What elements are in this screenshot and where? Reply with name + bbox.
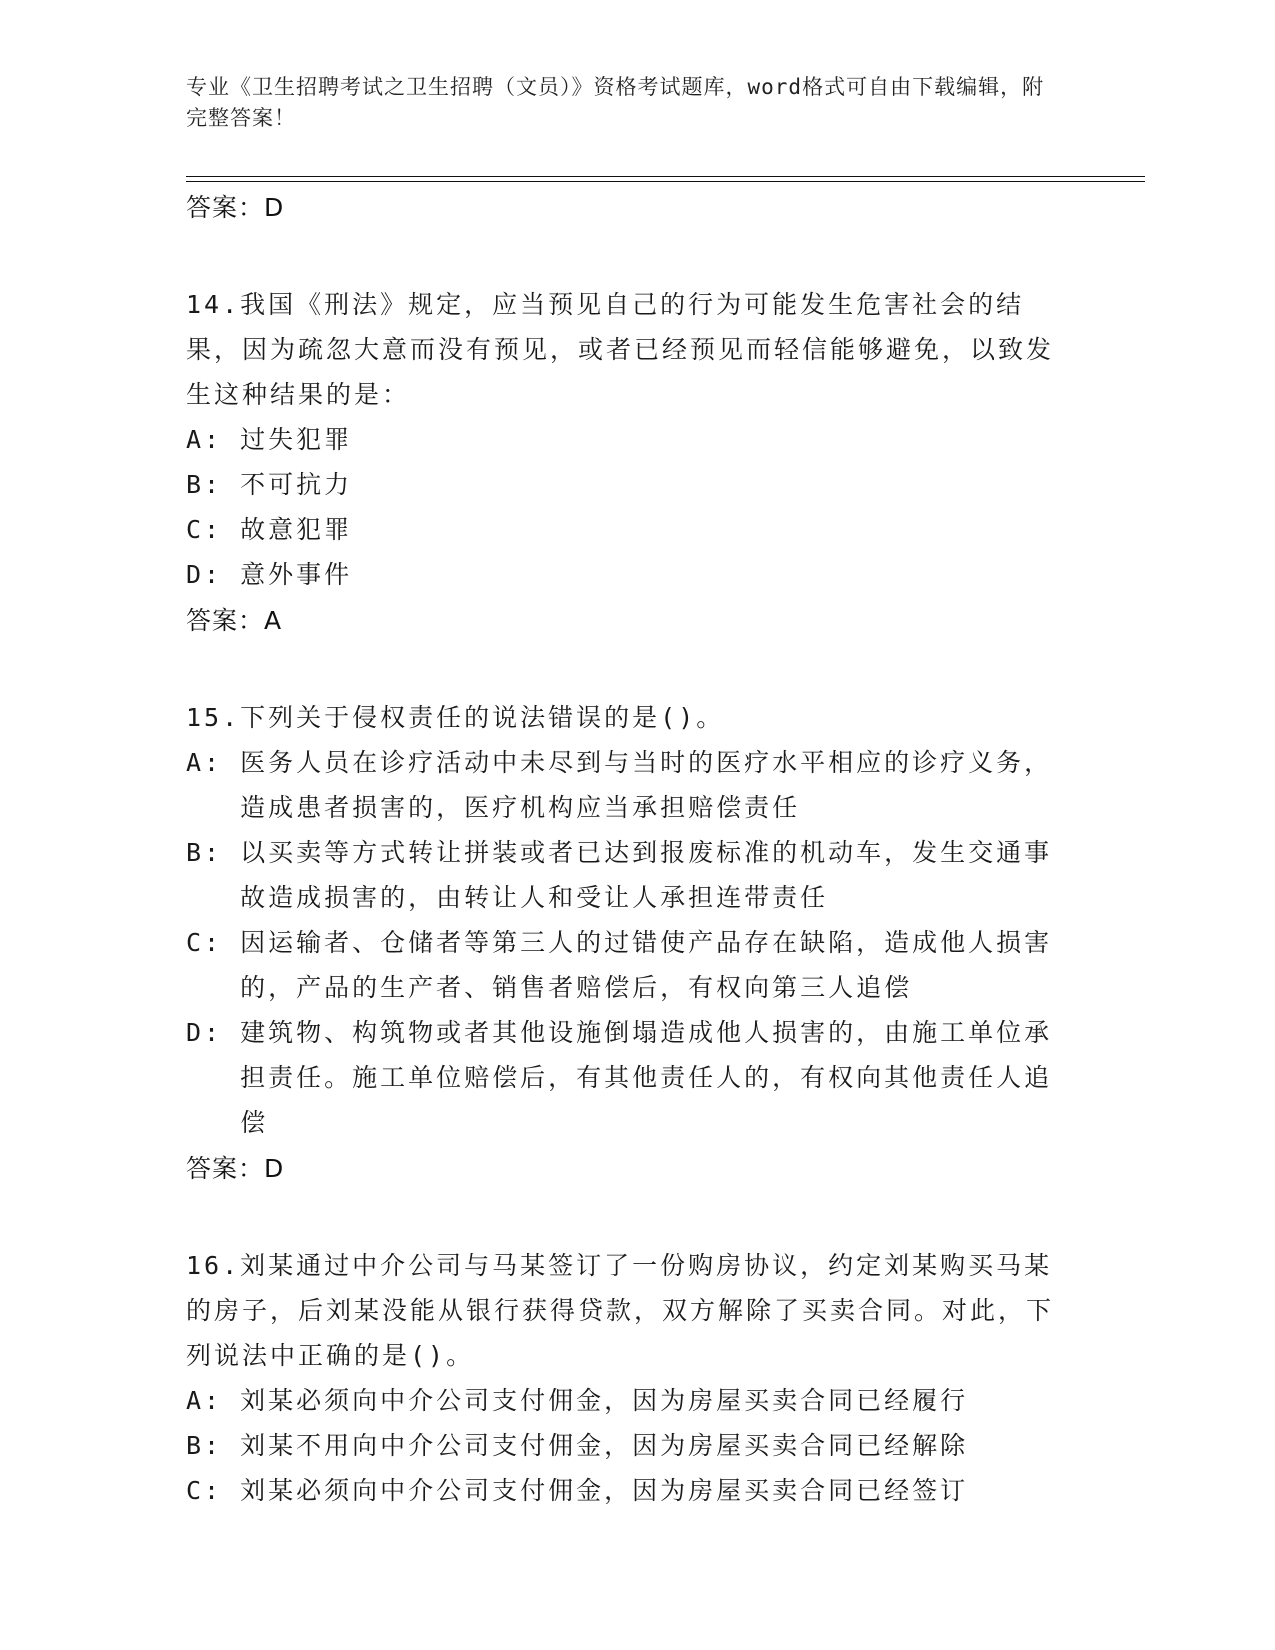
option-text: 建筑物、构筑物或者其他设施倒塌造成他人损害的，由施工单位承担责任。施工单位赔偿后，有其他责任人的，有权向其他责任人追偿: [240, 1018, 1053, 1137]
answer-line: 答案：D: [186, 193, 285, 222]
option-b: [186, 1423, 1076, 1468]
header-rule-bottom: [186, 181, 1145, 182]
document-header: 专业《卫生招聘考试之卫生招聘（文员）》资格考试题库，word格式可自由下载编辑，附完整答案！: [186, 75, 1045, 130]
option-text: 刘某不用向中介公司支付佣金，因为房屋买卖合同已经解除: [240, 1431, 969, 1460]
option-a: [186, 740, 1076, 830]
option-text: 以买卖等方式转让拼装或者已达到报废标准的机动车，发生交通事故造成损害的，由转让人和受让人承担连带责任: [240, 838, 1053, 912]
question-stem: 16.刘某通过中介公司与马某签订了一份购房协议，约定刘某购买马某的房子，后刘某没能从银行获得贷款，双方解除了买卖合同。对此，下列说法中正确的是()。: [186, 1251, 1055, 1370]
option-key: D:: [186, 1018, 241, 1047]
option-c: [186, 1468, 1076, 1513]
option-key: A:: [186, 1386, 241, 1415]
option-b: [186, 830, 1076, 920]
option-key: C:: [186, 928, 241, 957]
option-key: D:: [186, 560, 241, 589]
option-text: 过失犯罪: [240, 425, 353, 454]
option-text: 因运输者、仓储者等第三人的过错使产品存在缺陷，造成他人损害的，产品的生产者、销售者赔偿后，有权向第三人追偿: [240, 928, 1053, 1002]
option-key: B:: [186, 1431, 241, 1460]
option-b: [186, 462, 1076, 507]
question-16: [186, 1243, 1076, 1513]
option-key: A:: [186, 748, 241, 777]
option-a: [186, 1378, 1076, 1423]
option-text: 刘某必须向中介公司支付佣金，因为房屋买卖合同已经签订: [240, 1476, 969, 1505]
option-key: C:: [186, 1476, 241, 1505]
document-content: [186, 186, 1076, 1513]
option-key: C:: [186, 515, 241, 544]
option-c: [186, 920, 1076, 1010]
option-key: B:: [186, 470, 241, 499]
option-text: 意外事件: [240, 560, 353, 589]
question-stem: 15.下列关于侵权责任的说法错误的是()。: [186, 703, 725, 732]
option-a: [186, 417, 1076, 462]
option-key: B:: [186, 838, 241, 867]
answer-line: 答案：A: [186, 606, 283, 635]
question-15: [186, 695, 1076, 1185]
option-d: [186, 552, 1076, 597]
option-text: 刘某必须向中介公司支付佣金，因为房屋买卖合同已经履行: [240, 1386, 969, 1415]
option-c: [186, 507, 1076, 552]
option-key: A:: [186, 425, 241, 454]
question-stem: 14.我国《刑法》规定，应当预见自己的行为可能发生危害社会的结果，因为疏忽大意而没有预见，或者已经预见而轻信能够避免，以致发生这种结果的是：: [186, 290, 1055, 409]
option-text: 故意犯罪: [240, 515, 353, 544]
option-text: 医务人员在诊疗活动中未尽到与当时的医疗水平相应的诊疗义务，造成患者损害的，医疗机构应当承担赔偿责任: [240, 748, 1053, 822]
header-rule-top: [186, 176, 1145, 177]
option-d: [186, 1010, 1076, 1145]
option-text: 不可抗力: [240, 470, 353, 499]
answer-line: 答案：D: [186, 1154, 285, 1183]
question-14: [186, 282, 1076, 637]
